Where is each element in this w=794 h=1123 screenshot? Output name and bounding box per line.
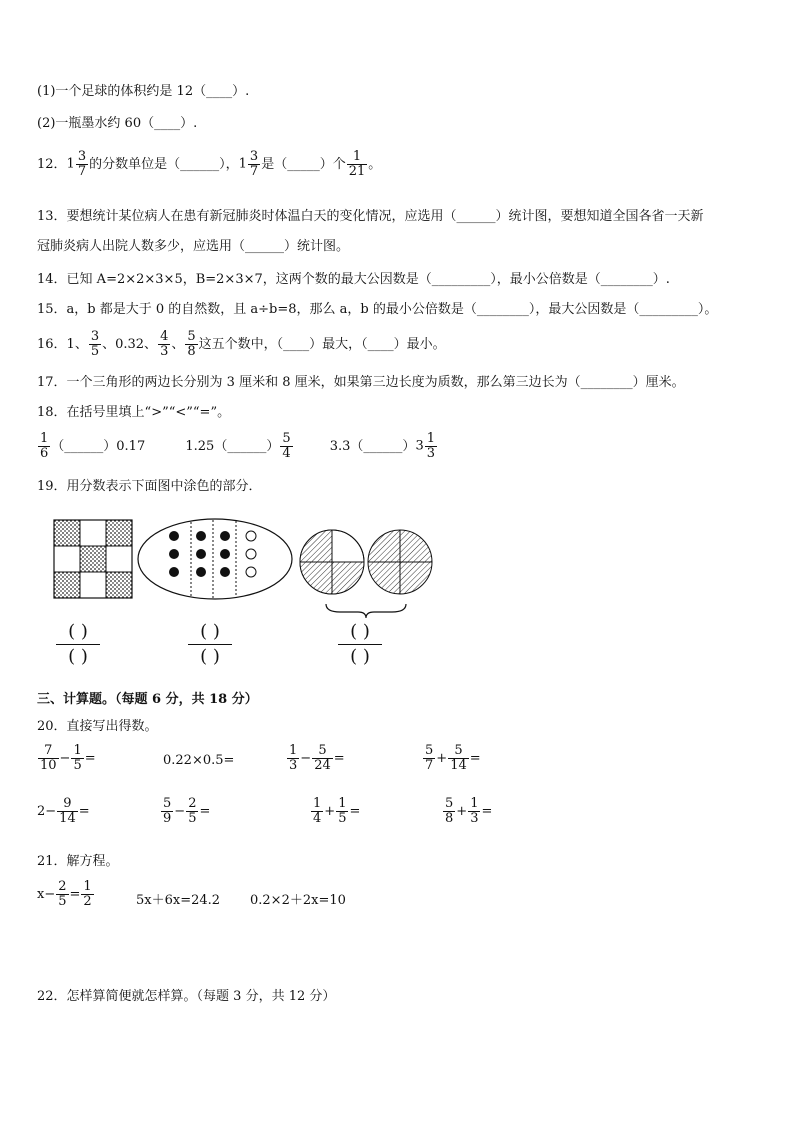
q12-fraction-3: $\frac{1}{21}$: [348, 149, 366, 179]
q18-comparisons: $\frac{1}{6}$ （______）0.17 1.25（______） $\frac{5}{4}$ 3.3（______）3 $\frac{1}{3}$: [40, 431, 435, 461]
q20-expr-1: $\frac{7}{10}$ − $\frac{1}{5}$ =: [40, 743, 96, 773]
q19-answer-1: ( ) ( ): [56, 622, 100, 667]
q20-expr-3: $\frac{1}{3}$ − $\frac{5}{24}$ =: [289, 743, 345, 773]
q22: 22．怎样算简便就怎样算。（每题 3 分，共 12 分）: [37, 989, 336, 1004]
q16: 16．1、 $\frac{3}{5}$ 、0.32、 $\frac{4}{3}$ 、 $\frac{5}{8}$ 这五个数中，（____）最大，（____）最小。: [37, 329, 446, 359]
q11-item1: (1)一个足球的体积约是 12（____）.: [37, 84, 250, 99]
q21-equation-1: x− $\frac{2}{5}$ = $\frac{1}{2}$: [37, 879, 92, 909]
q13-line1: 13．要想统计某位病人在患有新冠肺炎时体温白天的变化情况，应选用（______）统计图，要想知道全国各省一天新: [37, 209, 704, 224]
section3-title: 三、计算题。（每题 6 分，共 18 分）: [37, 692, 258, 707]
q18-title: 18．在括号里填上“>”“<”“=”。: [37, 405, 231, 420]
q17: 17．一个三角形的两边长分别为 3 厘米和 8 厘米，如果第三边长度为质数，那么第三边长为（________）厘米。: [37, 375, 685, 390]
q20-expr-6: $\frac{5}{9}$ − $\frac{2}{5}$ =: [163, 796, 211, 826]
q19-ellipse-figure: [138, 519, 292, 599]
q19-brace: [326, 604, 406, 618]
q18-a-fraction: $\frac{1}{6}$: [40, 431, 49, 461]
q16-fraction-3: $\frac{5}{8}$: [187, 329, 196, 359]
q20-title: 20．直接写出得数。: [37, 719, 158, 734]
q15: 15．a，b 都是大于 0 的自然数，且 a÷b=8，那么 a，b 的最小公倍数是（________），最大公因数是（_________）。: [37, 302, 718, 317]
q16-fraction-1: $\frac{3}{5}$: [90, 329, 100, 359]
q12: 12．1 $\frac{3}{7}$ 的分数单位是（______），1 $\frac{3}{7}$ 是（_____）个 $\frac{1}{21}$ 。: [37, 149, 382, 179]
q11-item2: (2)一瓶墨水约 60（____）.: [37, 116, 198, 131]
q19-figures: [50, 512, 450, 620]
q21-equation-2: 5x＋6x=24.2: [136, 893, 221, 908]
q12-fraction-2: $\frac{3}{7}$: [249, 149, 259, 179]
q20-expr-8: $\frac{5}{8}$ + $\frac{1}{3}$ =: [445, 796, 493, 826]
q16-fraction-2: $\frac{4}{3}$: [160, 329, 169, 359]
q19-circles-figure: [300, 530, 432, 594]
q20-expr-4: $\frac{5}{7}$ + $\frac{5}{14}$ =: [425, 743, 481, 773]
q19-grid-figure: [54, 520, 132, 598]
q12-fraction-1: $\frac{3}{7}$: [77, 149, 87, 179]
q19-answer-3: ( ) ( ): [338, 622, 382, 667]
q20-expr-7: $\frac{1}{4}$ + $\frac{1}{5}$ =: [313, 796, 361, 826]
q19-answer-2: ( ) ( ): [188, 622, 232, 667]
q13-line2: 冠肺炎病人出院人数多少，应选用（______）统计图。: [37, 239, 350, 254]
q18-c-fraction: $\frac{1}{3}$: [426, 431, 435, 461]
q20-expr-2: 0.22×0.5=: [163, 753, 235, 768]
q20-expr-5: 2− $\frac{9}{14}$ =: [37, 796, 90, 826]
q18-b-fraction: $\frac{5}{4}$: [282, 431, 291, 461]
q19-title: 19．用分数表示下面图中涂色的部分．: [37, 479, 262, 494]
q21-equation-3: 0.2×2＋2x=10: [250, 893, 346, 908]
q21-title: 21．解方程。: [37, 854, 119, 869]
q14: 14．已知 A=2×2×3×5，B=2×3×7，这两个数的最大公因数是（_________），最小公倍数是（________）.: [37, 272, 670, 287]
